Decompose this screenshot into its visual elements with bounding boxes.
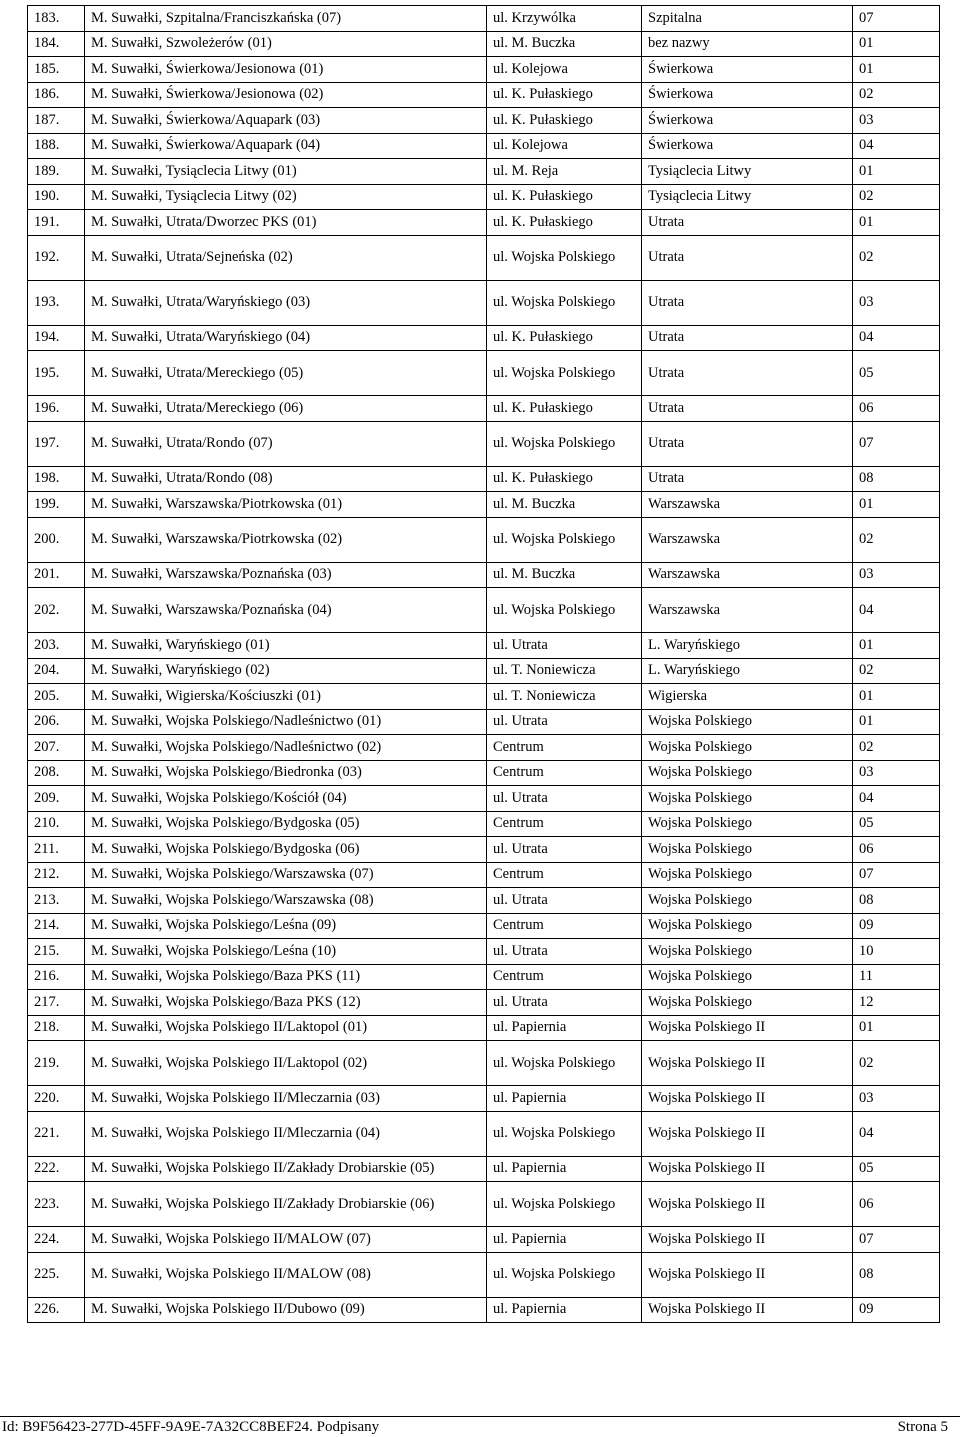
stop-street: ul. K. Pułaskiego [487,396,642,422]
stop-code: 07 [853,1227,940,1253]
table-row [28,837,940,863]
stop-street: ul. K. Pułaskiego [487,108,642,134]
stop-code: 05 [853,1156,940,1182]
stop-number: 213. [28,888,85,914]
table-row [28,888,940,914]
table-row [28,466,940,492]
stop-code: 02 [853,735,940,761]
stop-direction: Utrata [642,210,853,236]
stop-number: 208. [28,760,85,786]
table-row [28,1015,940,1041]
stop-code: 12 [853,990,940,1016]
stop-number: 206. [28,709,85,735]
stop-number: 185. [28,57,85,83]
stop-street: ul. Wojska Polskiego [487,421,642,466]
stop-street: Centrum [487,760,642,786]
stop-direction: Wojska Polskiego [642,990,853,1016]
stop-direction: L. Waryńskiego [642,633,853,659]
table-row [28,6,940,32]
table-row [28,990,940,1016]
stop-name: M. Suwałki, Wigierska/Kościuszki (01) [85,684,487,710]
table-row [28,684,940,710]
table-row [28,159,940,185]
stop-direction: Szpitalna [642,6,853,32]
table-row [28,588,940,633]
stop-direction: Świerkowa [642,57,853,83]
stop-number: 225. [28,1252,85,1297]
stop-code: 01 [853,709,940,735]
stop-number: 190. [28,184,85,210]
stop-number: 193. [28,280,85,325]
table-row [28,517,940,562]
table-row [28,492,940,518]
table-row [28,31,940,57]
table-row [28,108,940,134]
stop-name: M. Suwałki, Wojska Polskiego II/MALOW (08) [85,1252,487,1297]
stop-street: ul. Wojska Polskiego [487,1182,642,1227]
stop-code: 02 [853,517,940,562]
stop-name: M. Suwałki, Wojska Polskiego II/Dubowo (09) [85,1297,487,1323]
stop-number: 198. [28,466,85,492]
stop-street: Centrum [487,862,642,888]
stop-direction: Wojska Polskiego [642,888,853,914]
stop-name: M. Suwałki, Wojska Polskiego II/Laktopol (02) [85,1041,487,1086]
stop-number: 217. [28,990,85,1016]
stop-name: M. Suwałki, Warszawska/Poznańska (03) [85,562,487,588]
stop-number: 214. [28,913,85,939]
stop-code: 09 [853,1297,940,1323]
stop-name: M. Suwałki, Warszawska/Piotrkowska (01) [85,492,487,518]
stop-direction: Utrata [642,396,853,422]
stop-direction: Wojska Polskiego [642,862,853,888]
stop-street: ul. M. Buczka [487,31,642,57]
stop-name: M. Suwałki, Wojska Polskiego/Baza PKS (11) [85,964,487,990]
stop-street: ul. Utrata [487,939,642,965]
stop-street: ul. Papiernia [487,1015,642,1041]
table-row [28,82,940,108]
stop-street: ul. Wojska Polskiego [487,1252,642,1297]
page-number: Strona 5 [897,1419,948,1435]
stop-code: 02 [853,658,940,684]
stop-street: ul. M. Buczka [487,492,642,518]
table-row [28,421,940,466]
stop-direction: Wojska Polskiego [642,709,853,735]
stop-code: 01 [853,684,940,710]
stop-street: ul. Papiernia [487,1227,642,1253]
stop-code: 04 [853,786,940,812]
stop-name: M. Suwałki, Wojska Polskiego II/Zakłady Drobiarskie (06) [85,1182,487,1227]
stop-code: 07 [853,862,940,888]
stop-direction: Wojska Polskiego II [642,1086,853,1112]
table-row [28,351,940,396]
stop-code: 08 [853,1252,940,1297]
stop-number: 186. [28,82,85,108]
stop-code: 07 [853,6,940,32]
stop-street: Centrum [487,811,642,837]
page-footer [0,1416,960,1437]
stop-street: ul. Utrata [487,709,642,735]
document-id: Id: B9F56423-277D-45FF-9A9E-7A32CC8BEF24. Podpisany [2,1419,380,1435]
stop-direction: Utrata [642,235,853,280]
stop-number: 209. [28,786,85,812]
stop-name: M. Suwałki, Utrata/Mereckiego (06) [85,396,487,422]
stop-number: 195. [28,351,85,396]
stop-street: ul. Kolejowa [487,133,642,159]
stop-name: M. Suwałki, Tysiąclecia Litwy (02) [85,184,487,210]
stop-name: M. Suwałki, Warszawska/Piotrkowska (02) [85,517,487,562]
stop-code: 11 [853,964,940,990]
stop-street: Centrum [487,964,642,990]
stop-street: ul. Papiernia [487,1086,642,1112]
stop-name: M. Suwałki, Utrata/Waryńskiego (03) [85,280,487,325]
stop-code: 03 [853,280,940,325]
stop-number: 196. [28,396,85,422]
stop-direction: Warszawska [642,562,853,588]
stop-street: ul. Wojska Polskiego [487,235,642,280]
stop-name: M. Suwałki, Wojska Polskiego II/Mleczarnia (04) [85,1111,487,1156]
stop-direction: Tysiąclecia Litwy [642,184,853,210]
stop-name: M. Suwałki, Tysiąclecia Litwy (01) [85,159,487,185]
table-row [28,1227,940,1253]
stop-street: ul. T. Noniewicza [487,658,642,684]
stop-direction: Wojska Polskiego [642,964,853,990]
table-row [28,939,940,965]
stop-number: 207. [28,735,85,761]
stop-street: ul. T. Noniewicza [487,684,642,710]
stop-name: M. Suwałki, Wojska Polskiego/Kościół (04) [85,786,487,812]
table-row [28,913,940,939]
stop-direction: Świerkowa [642,133,853,159]
table-row [28,325,940,351]
stop-direction: Utrata [642,351,853,396]
stop-number: 187. [28,108,85,134]
stop-direction: Wojska Polskiego II [642,1156,853,1182]
stop-code: 01 [853,210,940,236]
stop-code: 06 [853,1182,940,1227]
stop-direction: Wigierska [642,684,853,710]
table-row [28,1182,940,1227]
stop-number: 192. [28,235,85,280]
stop-number: 224. [28,1227,85,1253]
stop-number: 203. [28,633,85,659]
table-row [28,235,940,280]
stop-direction: Wojska Polskiego [642,913,853,939]
stop-direction: Wojska Polskiego II [642,1252,853,1297]
stop-number: 197. [28,421,85,466]
stop-name: M. Suwałki, Wojska Polskiego/Nadleśnictwo (02) [85,735,487,761]
stop-code: 01 [853,492,940,518]
table-row [28,633,940,659]
table-row [28,1086,940,1112]
stop-number: 218. [28,1015,85,1041]
stop-code: 01 [853,159,940,185]
stop-name: M. Suwałki, Świerkowa/Jesionowa (02) [85,82,487,108]
stop-direction: Wojska Polskiego [642,786,853,812]
stop-direction: Wojska Polskiego II [642,1111,853,1156]
stop-number: 184. [28,31,85,57]
stop-direction: Utrata [642,325,853,351]
stop-street: ul. Utrata [487,837,642,863]
stop-direction: Wojska Polskiego [642,760,853,786]
stop-name: M. Suwałki, Utrata/Rondo (07) [85,421,487,466]
stop-code: 03 [853,108,940,134]
stop-direction: Wojska Polskiego II [642,1015,853,1041]
stop-code: 02 [853,235,940,280]
stop-number: 202. [28,588,85,633]
stop-street: ul. Wojska Polskiego [487,351,642,396]
stop-name: M. Suwałki, Wojska Polskiego II/MALOW (07) [85,1227,487,1253]
stop-code: 07 [853,421,940,466]
stop-code: 02 [853,1041,940,1086]
stop-number: 215. [28,939,85,965]
stop-name: M. Suwałki, Wojska Polskiego/Leśna (09) [85,913,487,939]
stop-street: ul. Wojska Polskiego [487,280,642,325]
stop-code: 06 [853,837,940,863]
stop-code: 03 [853,1086,940,1112]
stop-street: ul. Kolejowa [487,57,642,83]
stop-street: Centrum [487,913,642,939]
stop-name: M. Suwałki, Wojska Polskiego/Warszawska (07) [85,862,487,888]
stop-street: ul. Utrata [487,633,642,659]
table-row [28,1156,940,1182]
stop-name: M. Suwałki, Wojska Polskiego/Baza PKS (12) [85,990,487,1016]
stop-street: ul. Krzywólka [487,6,642,32]
stop-direction: Wojska Polskiego II [642,1182,853,1227]
stop-number: 222. [28,1156,85,1182]
stop-street: ul. Papiernia [487,1297,642,1323]
stop-name: M. Suwałki, Wojska Polskiego/Nadleśnictwo (01) [85,709,487,735]
stop-code: 05 [853,811,940,837]
stop-code: 09 [853,913,940,939]
stop-name: M. Suwałki, Wojska Polskiego II/Mleczarnia (03) [85,1086,487,1112]
table-row [28,1252,940,1297]
stop-number: 205. [28,684,85,710]
stop-street: ul. K. Pułaskiego [487,184,642,210]
stop-direction: Świerkowa [642,82,853,108]
stop-code: 10 [853,939,940,965]
stop-number: 223. [28,1182,85,1227]
stop-number: 210. [28,811,85,837]
table-row [28,709,940,735]
stop-direction: Warszawska [642,588,853,633]
stop-direction: Wojska Polskiego II [642,1297,853,1323]
stop-direction: Utrata [642,466,853,492]
stop-name: M. Suwałki, Świerkowa/Aquapark (04) [85,133,487,159]
stop-code: 05 [853,351,940,396]
stop-code: 01 [853,57,940,83]
stop-number: 183. [28,6,85,32]
stop-street: ul. Wojska Polskiego [487,1111,642,1156]
table-row [28,862,940,888]
stop-code: 01 [853,633,940,659]
stop-name: M. Suwałki, Wojska Polskiego/Leśna (10) [85,939,487,965]
stop-name: M. Suwałki, Wojska Polskiego/Bydgoska (05) [85,811,487,837]
stop-code: 03 [853,562,940,588]
stop-street: Centrum [487,735,642,761]
stop-code: 04 [853,325,940,351]
stop-number: 211. [28,837,85,863]
stop-code: 02 [853,184,940,210]
stop-number: 221. [28,1111,85,1156]
bus-stops-table [27,5,940,1323]
stop-name: M. Suwałki, Waryńskiego (01) [85,633,487,659]
stop-name: M. Suwałki, Utrata/Sejneńska (02) [85,235,487,280]
table-row [28,786,940,812]
stop-street: ul. Utrata [487,888,642,914]
table-row [28,1297,940,1323]
stop-number: 219. [28,1041,85,1086]
bus-stops-table-body [28,6,940,1323]
stop-street: ul. M. Buczka [487,562,642,588]
stop-name: M. Suwałki, Wojska Polskiego/Biedronka (03) [85,760,487,786]
stop-code: 06 [853,396,940,422]
stop-name: M. Suwałki, Utrata/Waryńskiego (04) [85,325,487,351]
table-row [28,964,940,990]
stop-name: M. Suwałki, Wojska Polskiego/Warszawska (08) [85,888,487,914]
stop-name: M. Suwałki, Utrata/Rondo (08) [85,466,487,492]
stop-name: M. Suwałki, Szwoleżerów (01) [85,31,487,57]
stop-code: 08 [853,466,940,492]
stop-street: ul. Wojska Polskiego [487,588,642,633]
table-row [28,1111,940,1156]
stop-direction: Świerkowa [642,108,853,134]
table-row [28,210,940,236]
stop-street: ul. K. Pułaskiego [487,325,642,351]
stop-direction: Wojska Polskiego [642,837,853,863]
stop-number: 220. [28,1086,85,1112]
table-row [28,280,940,325]
stop-name: M. Suwałki, Wojska Polskiego II/Zakłady Drobiarskie (05) [85,1156,487,1182]
stop-street: ul. Papiernia [487,1156,642,1182]
stop-street: ul. Utrata [487,786,642,812]
stop-direction: Wojska Polskiego [642,939,853,965]
stop-name: M. Suwałki, Utrata/Mereckiego (05) [85,351,487,396]
stop-number: 188. [28,133,85,159]
stop-number: 216. [28,964,85,990]
table-row [28,811,940,837]
stop-street: ul. Wojska Polskiego [487,517,642,562]
stop-number: 194. [28,325,85,351]
stop-code: 04 [853,1111,940,1156]
stop-number: 226. [28,1297,85,1323]
stop-code: 08 [853,888,940,914]
stop-code: 01 [853,1015,940,1041]
stop-street: ul. Utrata [487,990,642,1016]
stop-direction: bez nazwy [642,31,853,57]
stop-number: 200. [28,517,85,562]
stop-direction: Wojska Polskiego II [642,1041,853,1086]
stop-code: 04 [853,588,940,633]
table-row [28,735,940,761]
stop-direction: Wojska Polskiego [642,735,853,761]
stop-code: 04 [853,133,940,159]
stop-name: M. Suwałki, Świerkowa/Jesionowa (01) [85,57,487,83]
stop-street: ul. K. Pułaskiego [487,82,642,108]
stop-direction: Wojska Polskiego [642,811,853,837]
stop-code: 02 [853,82,940,108]
table-row [28,396,940,422]
stop-direction: Utrata [642,421,853,466]
stop-street: ul. Wojska Polskiego [487,1041,642,1086]
table-row [28,133,940,159]
stop-code: 03 [853,760,940,786]
stop-street: ul. K. Pułaskiego [487,466,642,492]
stop-name: M. Suwałki, Waryńskiego (02) [85,658,487,684]
stop-direction: Utrata [642,280,853,325]
stop-direction: L. Waryńskiego [642,658,853,684]
stop-name: M. Suwałki, Wojska Polskiego/Bydgoska (06) [85,837,487,863]
table-row [28,1041,940,1086]
stop-number: 199. [28,492,85,518]
stop-name: M. Suwałki, Świerkowa/Aquapark (03) [85,108,487,134]
stop-street: ul. K. Pułaskiego [487,210,642,236]
stop-number: 189. [28,159,85,185]
table-row [28,658,940,684]
stop-number: 204. [28,658,85,684]
stop-direction: Warszawska [642,517,853,562]
table-row [28,184,940,210]
stop-direction: Warszawska [642,492,853,518]
stop-number: 191. [28,210,85,236]
table-row [28,760,940,786]
stop-direction: Tysiąclecia Litwy [642,159,853,185]
table-row [28,57,940,83]
stop-name: M. Suwałki, Warszawska/Poznańska (04) [85,588,487,633]
stop-direction: Wojska Polskiego II [642,1227,853,1253]
stop-name: M. Suwałki, Utrata/Dworzec PKS (01) [85,210,487,236]
table-row [28,562,940,588]
stop-number: 201. [28,562,85,588]
stop-street: ul. M. Reja [487,159,642,185]
stop-number: 212. [28,862,85,888]
stop-name: M. Suwałki, Szpitalna/Franciszkańska (07) [85,6,487,32]
stop-code: 01 [853,31,940,57]
stop-name: M. Suwałki, Wojska Polskiego II/Laktopol (01) [85,1015,487,1041]
